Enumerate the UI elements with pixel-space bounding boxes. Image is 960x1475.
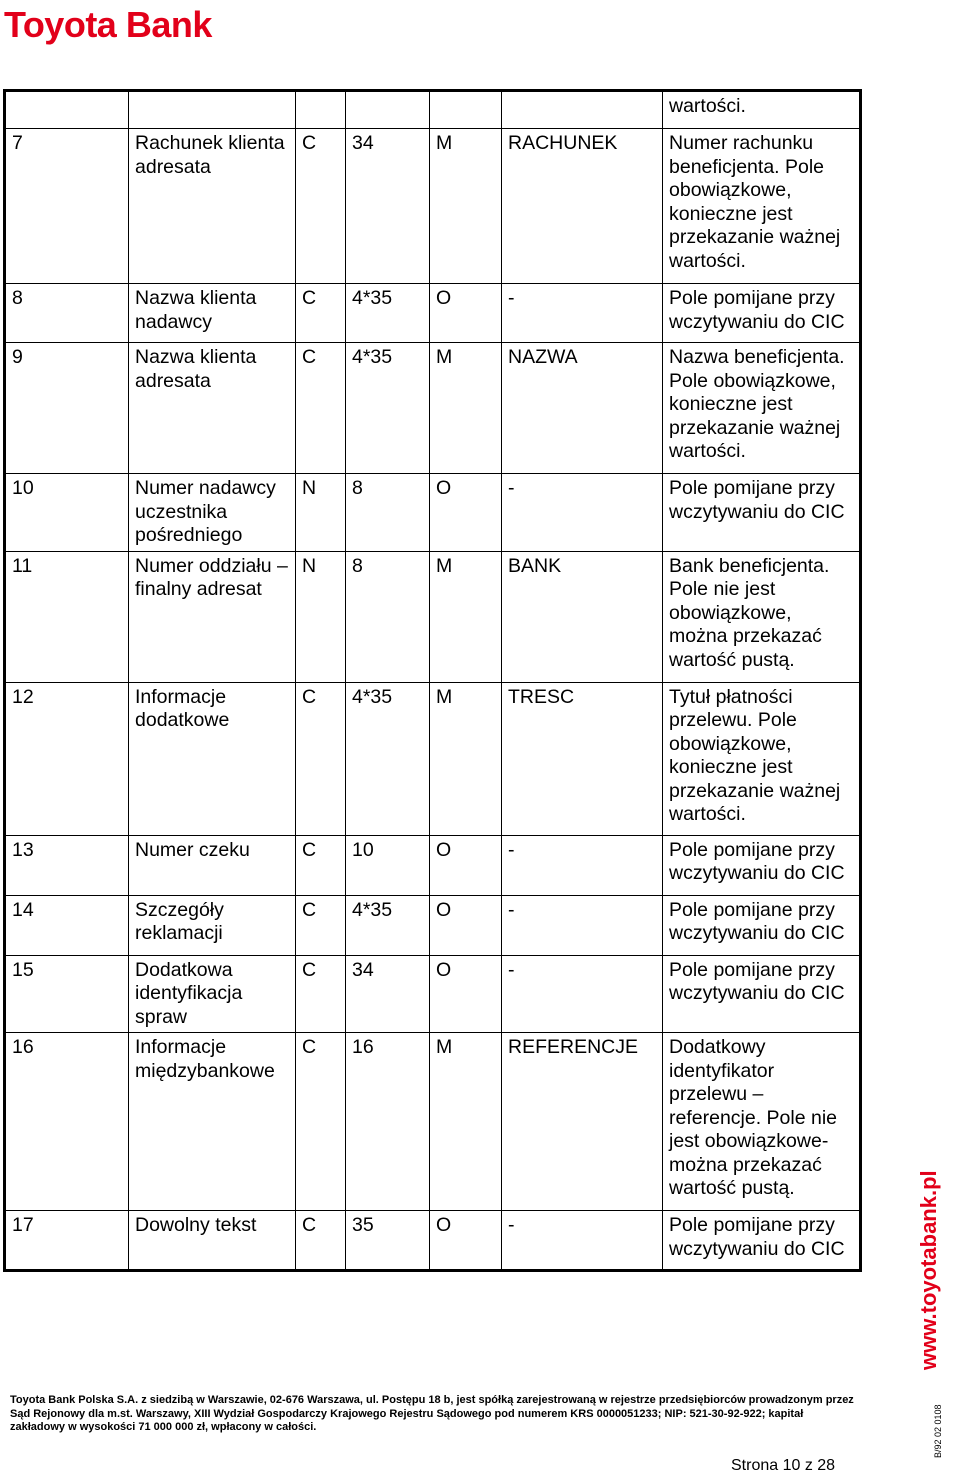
cell-length: 4*35 [346, 284, 430, 343]
cell-tag: - [502, 955, 663, 1033]
cell-length: 10 [346, 835, 430, 895]
cell-no: 15 [5, 955, 129, 1033]
cell-name: Numer oddziału – finalny adresat [129, 551, 296, 682]
website-url: www.toyotabank.pl [916, 1170, 941, 1370]
cell-tag: RACHUNEK [502, 129, 663, 284]
cell-length: 35 [346, 1211, 430, 1271]
cell-tag: - [502, 1211, 663, 1271]
cell-req: M [430, 682, 502, 835]
cell-length [346, 91, 430, 129]
cell-name: Informacje dodatkowe [129, 682, 296, 835]
cell-req: O [430, 1211, 502, 1271]
cell-tag [502, 91, 663, 129]
cell-type: N [296, 551, 346, 682]
cell-tag: NAZWA [502, 343, 663, 474]
table-row [5, 835, 861, 895]
cell-no: 7 [5, 129, 129, 284]
table-row [5, 343, 861, 474]
cell-desc: Pole pomijane przy wczytywaniu do CIC [663, 284, 861, 343]
cell-desc: wartości. [663, 91, 861, 129]
table-row [5, 682, 861, 835]
cell-type: C [296, 343, 346, 474]
cell-type: C [296, 895, 346, 955]
cell-name: Rachunek klienta adresata [129, 129, 296, 284]
cell-length: 8 [346, 474, 430, 552]
cell-type: C [296, 682, 346, 835]
cell-name: Nazwa klienta nadawcy [129, 284, 296, 343]
cell-length: 16 [346, 1033, 430, 1211]
cell-desc: Bank beneficjenta. Pole nie jest obowiązkowe, można przekazać wartość pustą. [663, 551, 861, 682]
cell-desc: Pole pomijane przy wczytywaniu do CIC [663, 835, 861, 895]
cell-req: M [430, 129, 502, 284]
cell-req: O [430, 284, 502, 343]
cell-name: Szczegóły reklamacji [129, 895, 296, 955]
page-number: Strona 10 z 28 [731, 1457, 836, 1474]
cell-length: 4*35 [346, 682, 430, 835]
cell-length: 8 [346, 551, 430, 682]
cell-req: M [430, 343, 502, 474]
cell-desc: Pole pomijane przy wczytywaniu do CIC [663, 955, 861, 1033]
cell-no: 17 [5, 1211, 129, 1271]
cell-desc: Nazwa beneficjenta. Pole obowiązkowe, konieczne jest przekazanie ważnej wartości. [663, 343, 861, 474]
cell-name: Dodatkowa identyfikacja spraw [129, 955, 296, 1033]
cell-req: O [430, 474, 502, 552]
cell-desc: Dodatkowy identyfikator przelewu – referencje. Pole nie jest obowiązkowe- można przekazać wartość pustą. [663, 1033, 861, 1211]
cell-req: M [430, 551, 502, 682]
cell-tag: TRESC [502, 682, 663, 835]
cell-desc: Tytuł płatności przelewu. Pole obowiązkowe, konieczne jest przekazanie ważnej wartości. [663, 682, 861, 835]
cell-tag: BANK [502, 551, 663, 682]
cell-no: 12 [5, 682, 129, 835]
cell-tag: - [502, 474, 663, 552]
footer-line: Sąd Rejonowy dla m.st. Warszawy, XIII Wydział Gospodarczy Krajowego Rejestru Sądowego pod numerem KRS 0000051233; NIP: 521-30-92-922; kapitał [10, 1407, 804, 1420]
cell-type: C [296, 955, 346, 1033]
cell-no: 11 [5, 551, 129, 682]
table-row [5, 474, 861, 552]
cell-length: 4*35 [346, 343, 430, 474]
cell-name: Nazwa klienta adresata [129, 343, 296, 474]
cell-no: 16 [5, 1033, 129, 1211]
cell-desc: Pole pomijane przy wczytywaniu do CIC [663, 474, 861, 552]
cell-name: Numer czeku [129, 835, 296, 895]
cell-req: O [430, 955, 502, 1033]
table-row [5, 551, 861, 682]
cell-no: 13 [5, 835, 129, 895]
cell-desc: Pole pomijane przy wczytywaniu do CIC [663, 1211, 861, 1271]
cell-name: Informacje międzybankowe [129, 1033, 296, 1211]
cell-type: C [296, 1211, 346, 1271]
cell-no: 8 [5, 284, 129, 343]
cell-desc: Numer rachunku beneficjenta. Pole obowiązkowe, konieczne jest przekazanie ważnej wartości. [663, 129, 861, 284]
cell-type: C [296, 129, 346, 284]
cell-length: 4*35 [346, 895, 430, 955]
cell-length: 34 [346, 129, 430, 284]
cell-req: M [430, 1033, 502, 1211]
cell-tag: REFERENCJE [502, 1033, 663, 1211]
field-spec-table [3, 89, 862, 1272]
document-code: B/92 02 0108 [933, 1404, 943, 1458]
cell-desc: Pole pomijane przy wczytywaniu do CIC [663, 895, 861, 955]
table-row [5, 895, 861, 955]
cell-name [129, 91, 296, 129]
cell-type: C [296, 1033, 346, 1211]
cell-tag: - [502, 835, 663, 895]
toyota-bank-logo: Toyota Bank [4, 4, 212, 45]
cell-no: 14 [5, 895, 129, 955]
footer-line: zakładowy w wysokości 71 000 000 zł, wpłacony w całości. [10, 1421, 317, 1433]
table-row [5, 284, 861, 343]
cell-no [5, 91, 129, 129]
cell-req: O [430, 895, 502, 955]
cell-name: Numer nadawcy uczestnika pośredniego [129, 474, 296, 552]
company-footer [10, 1394, 890, 1435]
cell-name: Dowolny tekst [129, 1211, 296, 1271]
cell-no: 10 [5, 474, 129, 552]
cell-type: C [296, 835, 346, 895]
footer-line: Toyota Bank Polska S.A. z siedzibą w Warszawie, 02-676 Warszawa, ul. Postępu 18 b, jest spółką zarejestrowaną w rejestrze przedsiębiorców prowadzonym przez [10, 1394, 854, 1406]
cell-req: O [430, 835, 502, 895]
field-spec-table-body [5, 91, 861, 1271]
table-row [5, 129, 861, 284]
cell-length: 34 [346, 955, 430, 1033]
table-row [5, 955, 861, 1033]
table-row [5, 91, 861, 129]
cell-req [430, 91, 502, 129]
cell-type [296, 91, 346, 129]
cell-tag: - [502, 284, 663, 343]
cell-no: 9 [5, 343, 129, 474]
cell-tag: - [502, 895, 663, 955]
table-row [5, 1033, 861, 1211]
cell-type: C [296, 284, 346, 343]
table-row [5, 1211, 861, 1271]
cell-type: N [296, 474, 346, 552]
